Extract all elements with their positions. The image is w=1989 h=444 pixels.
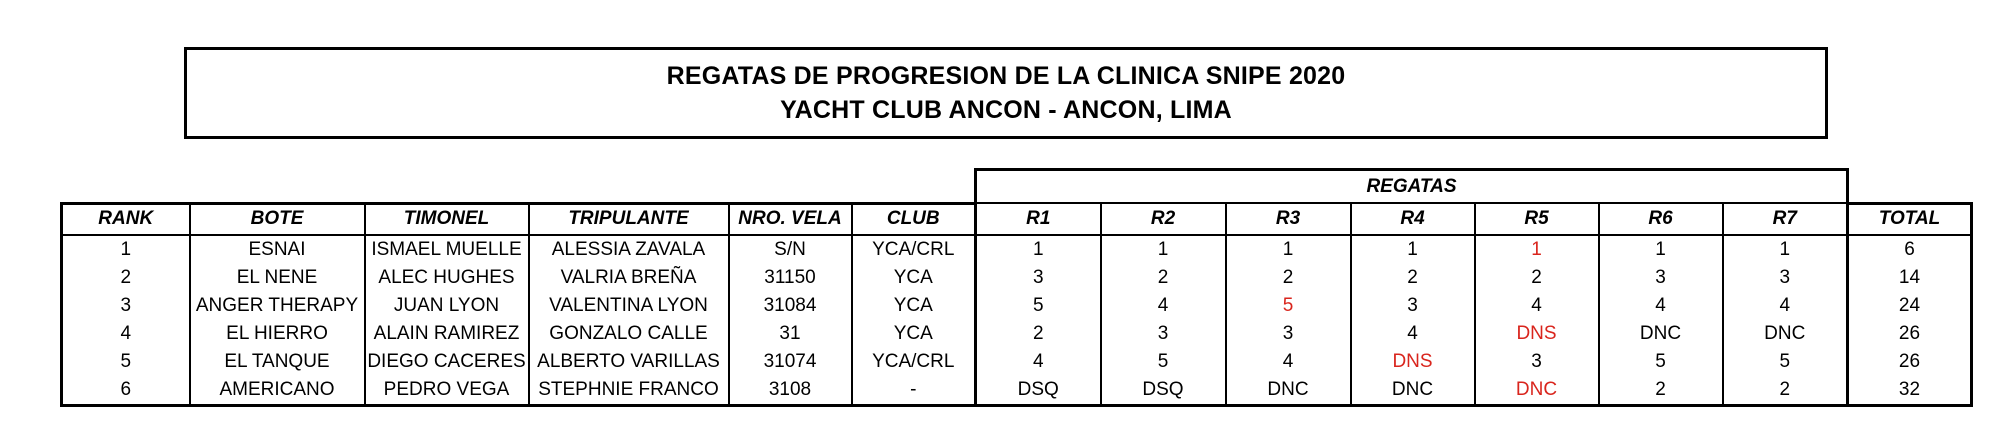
cell-timonel: ALEC HUGHES xyxy=(365,264,529,292)
cell-tripulante: GONZALO CALLE xyxy=(529,320,729,348)
cell-total: 26 xyxy=(1848,320,1972,348)
cell-r5: 4 xyxy=(1475,292,1599,320)
cell-bote: AMERICANO xyxy=(190,376,365,406)
col-header-r3: R3 xyxy=(1226,203,1351,235)
cell-bote: EL HIERRO xyxy=(190,320,365,348)
col-header-rank: RANK xyxy=(62,203,190,235)
cell-r3: 2 xyxy=(1226,264,1351,292)
cell-rank: 5 xyxy=(62,348,190,376)
cell-vela: 31074 xyxy=(729,348,852,376)
column-header-row xyxy=(62,203,1972,235)
cell-r4: 4 xyxy=(1351,320,1475,348)
cell-r1: 1 xyxy=(976,235,1101,264)
cell-r4: 1 xyxy=(1351,235,1475,264)
col-header-tripulante: TRIPULANTE xyxy=(529,203,729,235)
cell-r2: 2 xyxy=(1101,264,1226,292)
cell-club: YCA xyxy=(852,264,976,292)
col-header-bote: BOTE xyxy=(190,203,365,235)
cell-r7: DNC xyxy=(1723,320,1848,348)
cell-r5: DNS xyxy=(1475,320,1599,348)
cell-vela: 31150 xyxy=(729,264,852,292)
cell-tripulante: STEPHNIE FRANCO xyxy=(529,376,729,406)
table-row xyxy=(62,235,1972,264)
cell-total: 26 xyxy=(1848,348,1972,376)
cell-total: 32 xyxy=(1848,376,1972,406)
col-header-vela: NRO. VELA xyxy=(729,203,852,235)
cell-bote: ESNAI xyxy=(190,235,365,264)
cell-r1: 2 xyxy=(976,320,1101,348)
col-header-r5: R5 xyxy=(1475,203,1599,235)
cell-total: 14 xyxy=(1848,264,1972,292)
table-row xyxy=(62,320,1972,348)
col-header-r7: R7 xyxy=(1723,203,1848,235)
cell-r6: 3 xyxy=(1599,264,1723,292)
cell-r6: 1 xyxy=(1599,235,1723,264)
cell-rank: 2 xyxy=(62,264,190,292)
cell-r1: 5 xyxy=(976,292,1101,320)
cell-r5: 1 xyxy=(1475,235,1599,264)
cell-r2: 4 xyxy=(1101,292,1226,320)
cell-timonel: PEDRO VEGA xyxy=(365,376,529,406)
cell-r4: 2 xyxy=(1351,264,1475,292)
cell-r5: DNC xyxy=(1475,376,1599,406)
table-row xyxy=(62,376,1972,406)
cell-r6: 4 xyxy=(1599,292,1723,320)
cell-r1: 4 xyxy=(976,348,1101,376)
races-group-header: REGATAS xyxy=(976,170,1848,204)
cell-rank: 4 xyxy=(62,320,190,348)
cell-r1: DSQ xyxy=(976,376,1101,406)
cell-r2: DSQ xyxy=(1101,376,1226,406)
cell-bote: EL NENE xyxy=(190,264,365,292)
cell-club: YCA/CRL xyxy=(852,235,976,264)
cell-vela: 31084 xyxy=(729,292,852,320)
col-header-club: CLUB xyxy=(852,203,976,235)
cell-r2: 1 xyxy=(1101,235,1226,264)
cell-club: - xyxy=(852,376,976,406)
cell-timonel: ALAIN RAMIREZ xyxy=(365,320,529,348)
cell-r7: 2 xyxy=(1723,376,1848,406)
cell-r3: DNC xyxy=(1226,376,1351,406)
cell-r3: 1 xyxy=(1226,235,1351,264)
group-header-row xyxy=(62,170,1972,204)
cell-r6: DNC xyxy=(1599,320,1723,348)
cell-tripulante: VALRIA BREÑA xyxy=(529,264,729,292)
cell-club: YCA/CRL xyxy=(852,348,976,376)
cell-club: YCA xyxy=(852,292,976,320)
cell-r5: 2 xyxy=(1475,264,1599,292)
cell-vela: S/N xyxy=(729,235,852,264)
cell-tripulante: VALENTINA LYON xyxy=(529,292,729,320)
cell-r3: 3 xyxy=(1226,320,1351,348)
cell-r2: 3 xyxy=(1101,320,1226,348)
event-title: REGATAS DE PROGRESION DE LA CLINICA SNIPE 2020 xyxy=(666,62,1346,90)
cell-rank: 1 xyxy=(62,235,190,264)
col-header-timonel: TIMONEL xyxy=(365,203,529,235)
event-venue: YACHT CLUB ANCON - ANCON, LIMA xyxy=(780,96,1232,124)
cell-bote: EL TANQUE xyxy=(190,348,365,376)
cell-timonel: DIEGO CACERES xyxy=(365,348,529,376)
cell-club: YCA xyxy=(852,320,976,348)
results-table xyxy=(60,168,1973,407)
cell-total: 24 xyxy=(1848,292,1972,320)
title-box xyxy=(184,47,1828,139)
cell-r7: 1 xyxy=(1723,235,1848,264)
cell-total: 6 xyxy=(1848,235,1972,264)
cell-r1: 3 xyxy=(976,264,1101,292)
cell-timonel: ISMAEL MUELLE xyxy=(365,235,529,264)
cell-r5: 3 xyxy=(1475,348,1599,376)
table-row xyxy=(62,348,1972,376)
cell-r7: 3 xyxy=(1723,264,1848,292)
cell-r4: DNS xyxy=(1351,348,1475,376)
table-row xyxy=(62,264,1972,292)
cell-r4: 3 xyxy=(1351,292,1475,320)
cell-r2: 5 xyxy=(1101,348,1226,376)
cell-r4: DNC xyxy=(1351,376,1475,406)
cell-tripulante: ALESSIA ZAVALA xyxy=(529,235,729,264)
col-header-r1: R1 xyxy=(976,203,1101,235)
cell-r3: 5 xyxy=(1226,292,1351,320)
cell-tripulante: ALBERTO VARILLAS xyxy=(529,348,729,376)
cell-r7: 5 xyxy=(1723,348,1848,376)
cell-bote: ANGER THERAPY xyxy=(190,292,365,320)
col-header-r2: R2 xyxy=(1101,203,1226,235)
col-header-r6: R6 xyxy=(1599,203,1723,235)
col-header-total: TOTAL xyxy=(1848,203,1972,235)
col-header-r4: R4 xyxy=(1351,203,1475,235)
cell-r6: 5 xyxy=(1599,348,1723,376)
cell-vela: 3108 xyxy=(729,376,852,406)
cell-r3: 4 xyxy=(1226,348,1351,376)
table-row xyxy=(62,292,1972,320)
cell-rank: 3 xyxy=(62,292,190,320)
cell-r7: 4 xyxy=(1723,292,1848,320)
cell-r6: 2 xyxy=(1599,376,1723,406)
cell-timonel: JUAN LYON xyxy=(365,292,529,320)
cell-rank: 6 xyxy=(62,376,190,406)
group-spacer-right xyxy=(1848,170,1972,204)
group-spacer xyxy=(62,170,976,204)
cell-vela: 31 xyxy=(729,320,852,348)
